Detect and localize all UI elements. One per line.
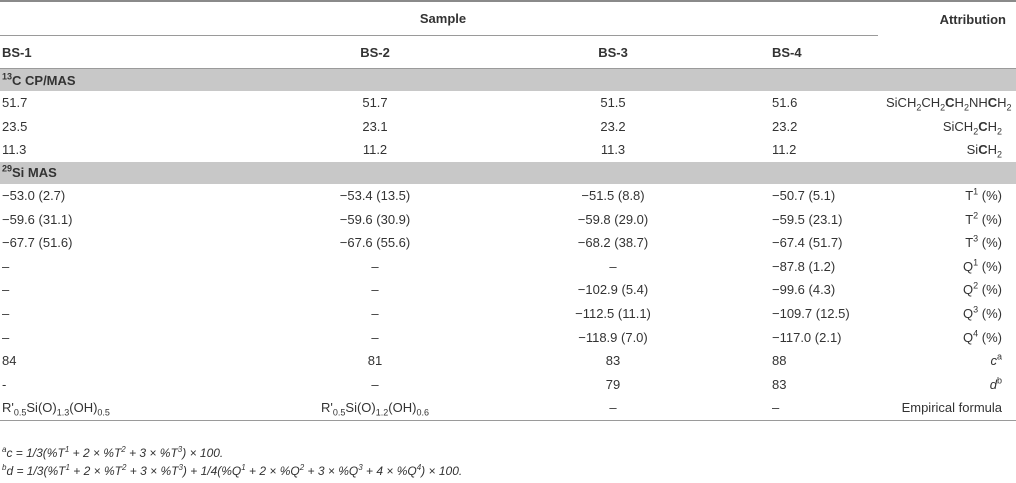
cell-attribution: $d^b$ [989,375,1002,392]
table-row [0,207,1016,231]
cell-bs3: −118.9 (7.0) [578,329,648,345]
cell-bs4: 11.2 [772,142,797,158]
cell-bs2: −59.6 (30.9) [339,211,411,227]
cell-attribution: $Q^4$ (%) [963,328,1002,345]
cell-bs1-formula: $R'_{0.5}Si(O)_{1.3}(OH)_{0.5}$ [2,400,110,419]
cell-bs3: 51.5 [600,95,626,111]
cell-bs4-formula: – [772,400,780,416]
sample-group-label: Sample [0,2,886,36]
cell-attribution: $c^a$ [990,351,1002,369]
cell-attribution: $SiCH_2CH_2$ [942,118,1002,137]
cell-bs1: −67.7 (51.6) [2,235,73,251]
cell-attribution: $T^2$ (%) [965,210,1002,227]
cell-bs3: −112.5 (11.1) [575,306,651,322]
cell-bs2: – [371,282,379,298]
cell-attribution: $SiCH_2CH_2CH_2NHCH_2$ [886,95,1012,113]
cell-bs4: 83 [772,376,787,392]
si-rows-group [0,184,1016,396]
column-header-attribution-spacer [886,36,1016,69]
cell-bs2: 11.2 [362,142,388,158]
cell-bs4: −50.7 (5.1) [772,188,836,204]
table-row [0,302,1016,326]
cell-bs2: – [371,376,379,392]
table-row [0,325,1016,349]
cell-bs3: 23.2 [600,118,626,134]
cell-bs4: −87.8 (1.2) [772,258,836,274]
cell-bs4: −67.4 (51.7) [772,235,843,251]
cell-bs3: 83 [605,353,621,369]
cell-bs1: – [2,258,10,274]
cell-bs1: - [2,376,7,392]
cell-bs3-formula: – [609,400,617,416]
cell-bs4: −59.5 (23.1) [772,211,843,227]
table-row [0,115,1016,139]
cell-attribution: $Q^2$ (%) [963,281,1002,298]
cell-bs2-formula: $R'_{0.5}Si(O)_{1.2}(OH)_{0.6}$ [321,400,429,419]
cell-bs2: −53.4 (13.5) [339,188,411,204]
cell-bs1: – [2,306,10,322]
column-header-bs1: BS-1 [2,44,32,60]
cell-bs3: 11.3 [600,142,626,158]
cell-bs4: 88 [772,353,787,369]
table-row [0,349,1016,373]
table-row [0,255,1016,279]
cell-bs4: −117.0 (2.1) [772,329,842,345]
header-row-columns [0,36,1016,69]
cell-bs2: 51.7 [362,95,388,111]
cell-bs3: −51.5 (8.8) [581,188,645,204]
table-row [0,138,1016,162]
cell-bs1: – [2,329,10,345]
cell-bs3: −102.9 (5.4) [577,282,649,298]
cell-bs4: 51.6 [772,95,798,111]
section-label-13c: $^{13}$C CP/MAS [0,69,1016,92]
cell-bs4: −99.6 (4.3) [772,282,836,298]
cell-bs2: – [371,306,379,322]
cell-bs1: 11.3 [2,142,27,158]
table-row [0,91,1016,115]
cell-attribution: $T^3$ (%) [965,233,1002,251]
table-row [0,184,1016,208]
cell-attribution: $Q^3$ (%) [963,304,1002,322]
cell-bs2: – [371,329,379,345]
cell-attribution: $T^1$ (%) [965,186,1002,204]
cell-attribution: SiCH$_2$ [966,142,1002,161]
cell-attribution-formula: Empirical formula [901,400,1002,416]
cell-bs2: 23.1 [362,118,388,134]
cell-bs1: 84 [2,353,17,369]
column-header-bs4: BS-4 [772,44,802,60]
cell-bs4: 23.2 [772,118,798,134]
cell-bs2: – [371,258,379,274]
cell-bs1: −59.6 (31.1) [2,211,73,227]
cell-bs3: 79 [605,376,621,392]
section-row-29si [0,162,1016,184]
sample-group-header [0,1,886,36]
cell-bs1: −53.0 (2.7) [2,188,66,204]
cell-bs1: – [2,282,10,298]
header-row-sample [0,1,1016,36]
cell-bs3: – [609,258,617,274]
cell-bs1: 23.5 [2,118,28,134]
table-row [0,373,1016,397]
section-label-29si: $^{29}$Si MAS [0,162,1016,184]
attribution-header: Attribution [939,11,1006,27]
table-footnotes [2,444,462,480]
table-row [0,231,1016,255]
footnote-a: $^ac = 1/3(\%T^1 + 2 \times \%T^2 + 3 \times \%T^3) \times 100$. [2,445,224,460]
section-row-13c [0,69,1016,92]
cell-bs1: 51.7 [2,95,28,111]
cell-bs2: −67.6 (55.6) [339,235,411,251]
cell-attribution: $Q^1$ (%) [963,257,1002,274]
cell-bs3: −59.8 (29.0) [577,211,649,227]
cell-bs3: −68.2 (38.7) [577,235,649,251]
cell-bs4: −109.7 (12.5) [772,306,850,322]
cell-bs2: 81 [367,353,383,369]
footnote-b: $^bd = 1/3(\%T^1 + 2 \times \%T^2 + 3 \times \%T^3) + 1/4(\%Q^1 + 2 \times \%Q^2 + 3 \times \%Q^3 + 4 \times \%Q^4) \times 100$. [2,463,463,478]
column-header-bs3: BS-3 [598,44,628,60]
table-row [0,278,1016,302]
table-row-empirical-formula [0,396,1016,420]
column-header-bs2: BS-2 [360,44,390,60]
